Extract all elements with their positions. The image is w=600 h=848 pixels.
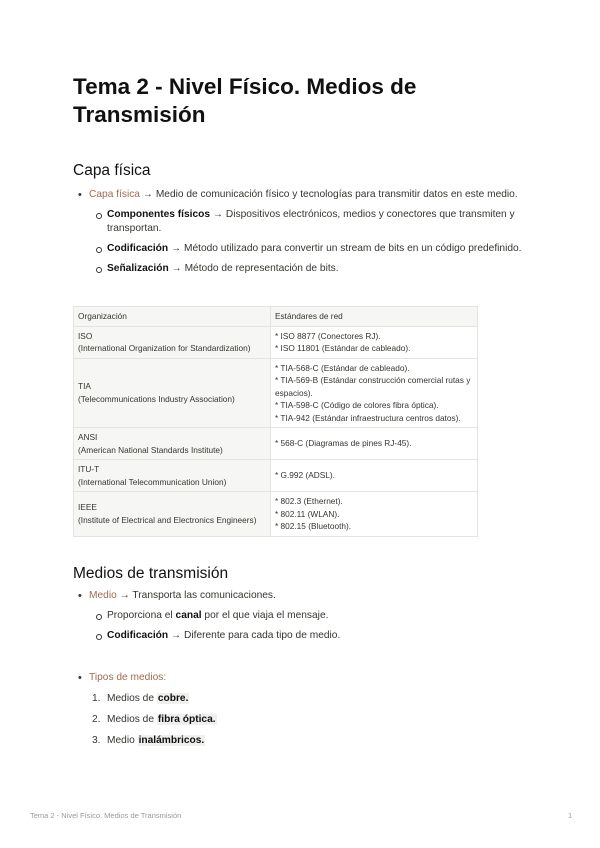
term-canal: canal [175, 610, 202, 621]
ordered-list-item [73, 692, 543, 706]
item-text: por el que viaja el mensaje. [201, 610, 329, 621]
standards-cell: * 802.3 (Ethernet). * 802.11 (WLAN). * 802.15 (Bluetooth). [271, 492, 478, 537]
list-item [73, 671, 543, 685]
sub-list-item [73, 242, 543, 256]
organization-cell: ANSI (American National Standards Institute) [74, 428, 271, 460]
organization-cell: ITU-T (International Telecommunication Union) [74, 460, 271, 492]
standards-cell: * G.992 (ADSL). [271, 460, 478, 492]
table-header-row [74, 307, 478, 327]
column-header-organizacion: Organización [74, 307, 271, 327]
list-number: 3. [92, 735, 101, 746]
term-tipos-de-medios: Tipos de medios: [89, 672, 167, 683]
standards-cell: * 568-C (Diagramas de pines RJ-45). [271, 428, 478, 460]
organization-cell: TIA (Telecommunications Industry Association) [74, 358, 271, 428]
term-componentes-fisicos: Componentes físicos [107, 209, 211, 220]
item-text: Medio [107, 735, 138, 746]
item-text: Proporciona el [107, 610, 176, 621]
ordered-list-item [73, 713, 543, 727]
item-text: → Medio de comunicación físico y tecnologías para transmitir datos en este medio. [139, 189, 518, 200]
standards-cell: * TIA-568-C (Estándar de cableado). * TIA-569-B (Estándar construcción comercial rutas y espacios). * TIA-598-C (Código de colores fibra óptica). * TIA-942 (Estándar infraestructura centros datos). [271, 358, 478, 428]
sub-list-item [73, 629, 543, 643]
footer-title: Tema 2 - Nivel Físico. Medios de Transmisión [30, 811, 182, 820]
medios-list [73, 589, 543, 649]
list-item [73, 589, 543, 603]
footer-page-number: 1 [568, 811, 573, 820]
sub-list-item [73, 208, 543, 236]
item-text: → Dispositivos electrónicos, medios y conectores que transmiten y transportan. [107, 209, 515, 234]
item-text: → Método de representación de bits. [168, 263, 339, 274]
table-row [74, 326, 478, 358]
term-codificacion: Codificación [107, 243, 169, 254]
item-text: → Diferente para cada tipo de medio. [168, 630, 341, 641]
organization-cell: ISO (International Organization for Standardization) [74, 326, 271, 358]
term-cobre: cobre. [157, 693, 189, 704]
list-number: 1. [92, 693, 101, 704]
sub-list-item [73, 262, 543, 276]
capa-fisica-list [73, 188, 543, 282]
list-item [73, 188, 543, 202]
standards-cell: * ISO 8877 (Conectores RJ). * ISO 11801 (Estándar de cableado). [271, 326, 478, 358]
tipos-list [73, 671, 543, 755]
item-text: Medios de [107, 714, 157, 725]
list-number: 2. [92, 714, 101, 725]
item-text: Medios de [107, 693, 157, 704]
table-row [74, 358, 478, 428]
page-title: Tema 2 - Nivel Físico. Medios de Transmisión [73, 74, 417, 127]
table-row [74, 428, 478, 460]
item-text: → Método utilizado para convertir un stream de bits en un código predefinido. [168, 243, 522, 254]
standards-table [73, 306, 478, 537]
ordered-list-item [73, 734, 543, 748]
item-text: → Transporta las comunicaciones. [116, 590, 276, 601]
term-inalambricos: inalámbricos. [138, 735, 205, 746]
table-row [74, 460, 478, 492]
section-heading-medios: Medios de transmisión [73, 565, 229, 582]
section-heading-capa-fisica: Capa física [73, 162, 151, 179]
term-codificacion-medio: Codificación [107, 630, 169, 641]
term-senalizacion: Señalización [107, 263, 169, 274]
organization-cell: IEEE (Institute of Electrical and Electronics Engineers) [74, 492, 271, 537]
column-header-estandares: Estándares de red [271, 307, 478, 327]
term-medio: Medio [89, 590, 117, 601]
table-row [74, 492, 478, 537]
ordered-list [73, 692, 543, 748]
term-fibra-optica: fibra óptica. [157, 714, 216, 725]
term-capa-fisica: Capa física [89, 189, 140, 200]
sub-list-item [73, 609, 543, 623]
